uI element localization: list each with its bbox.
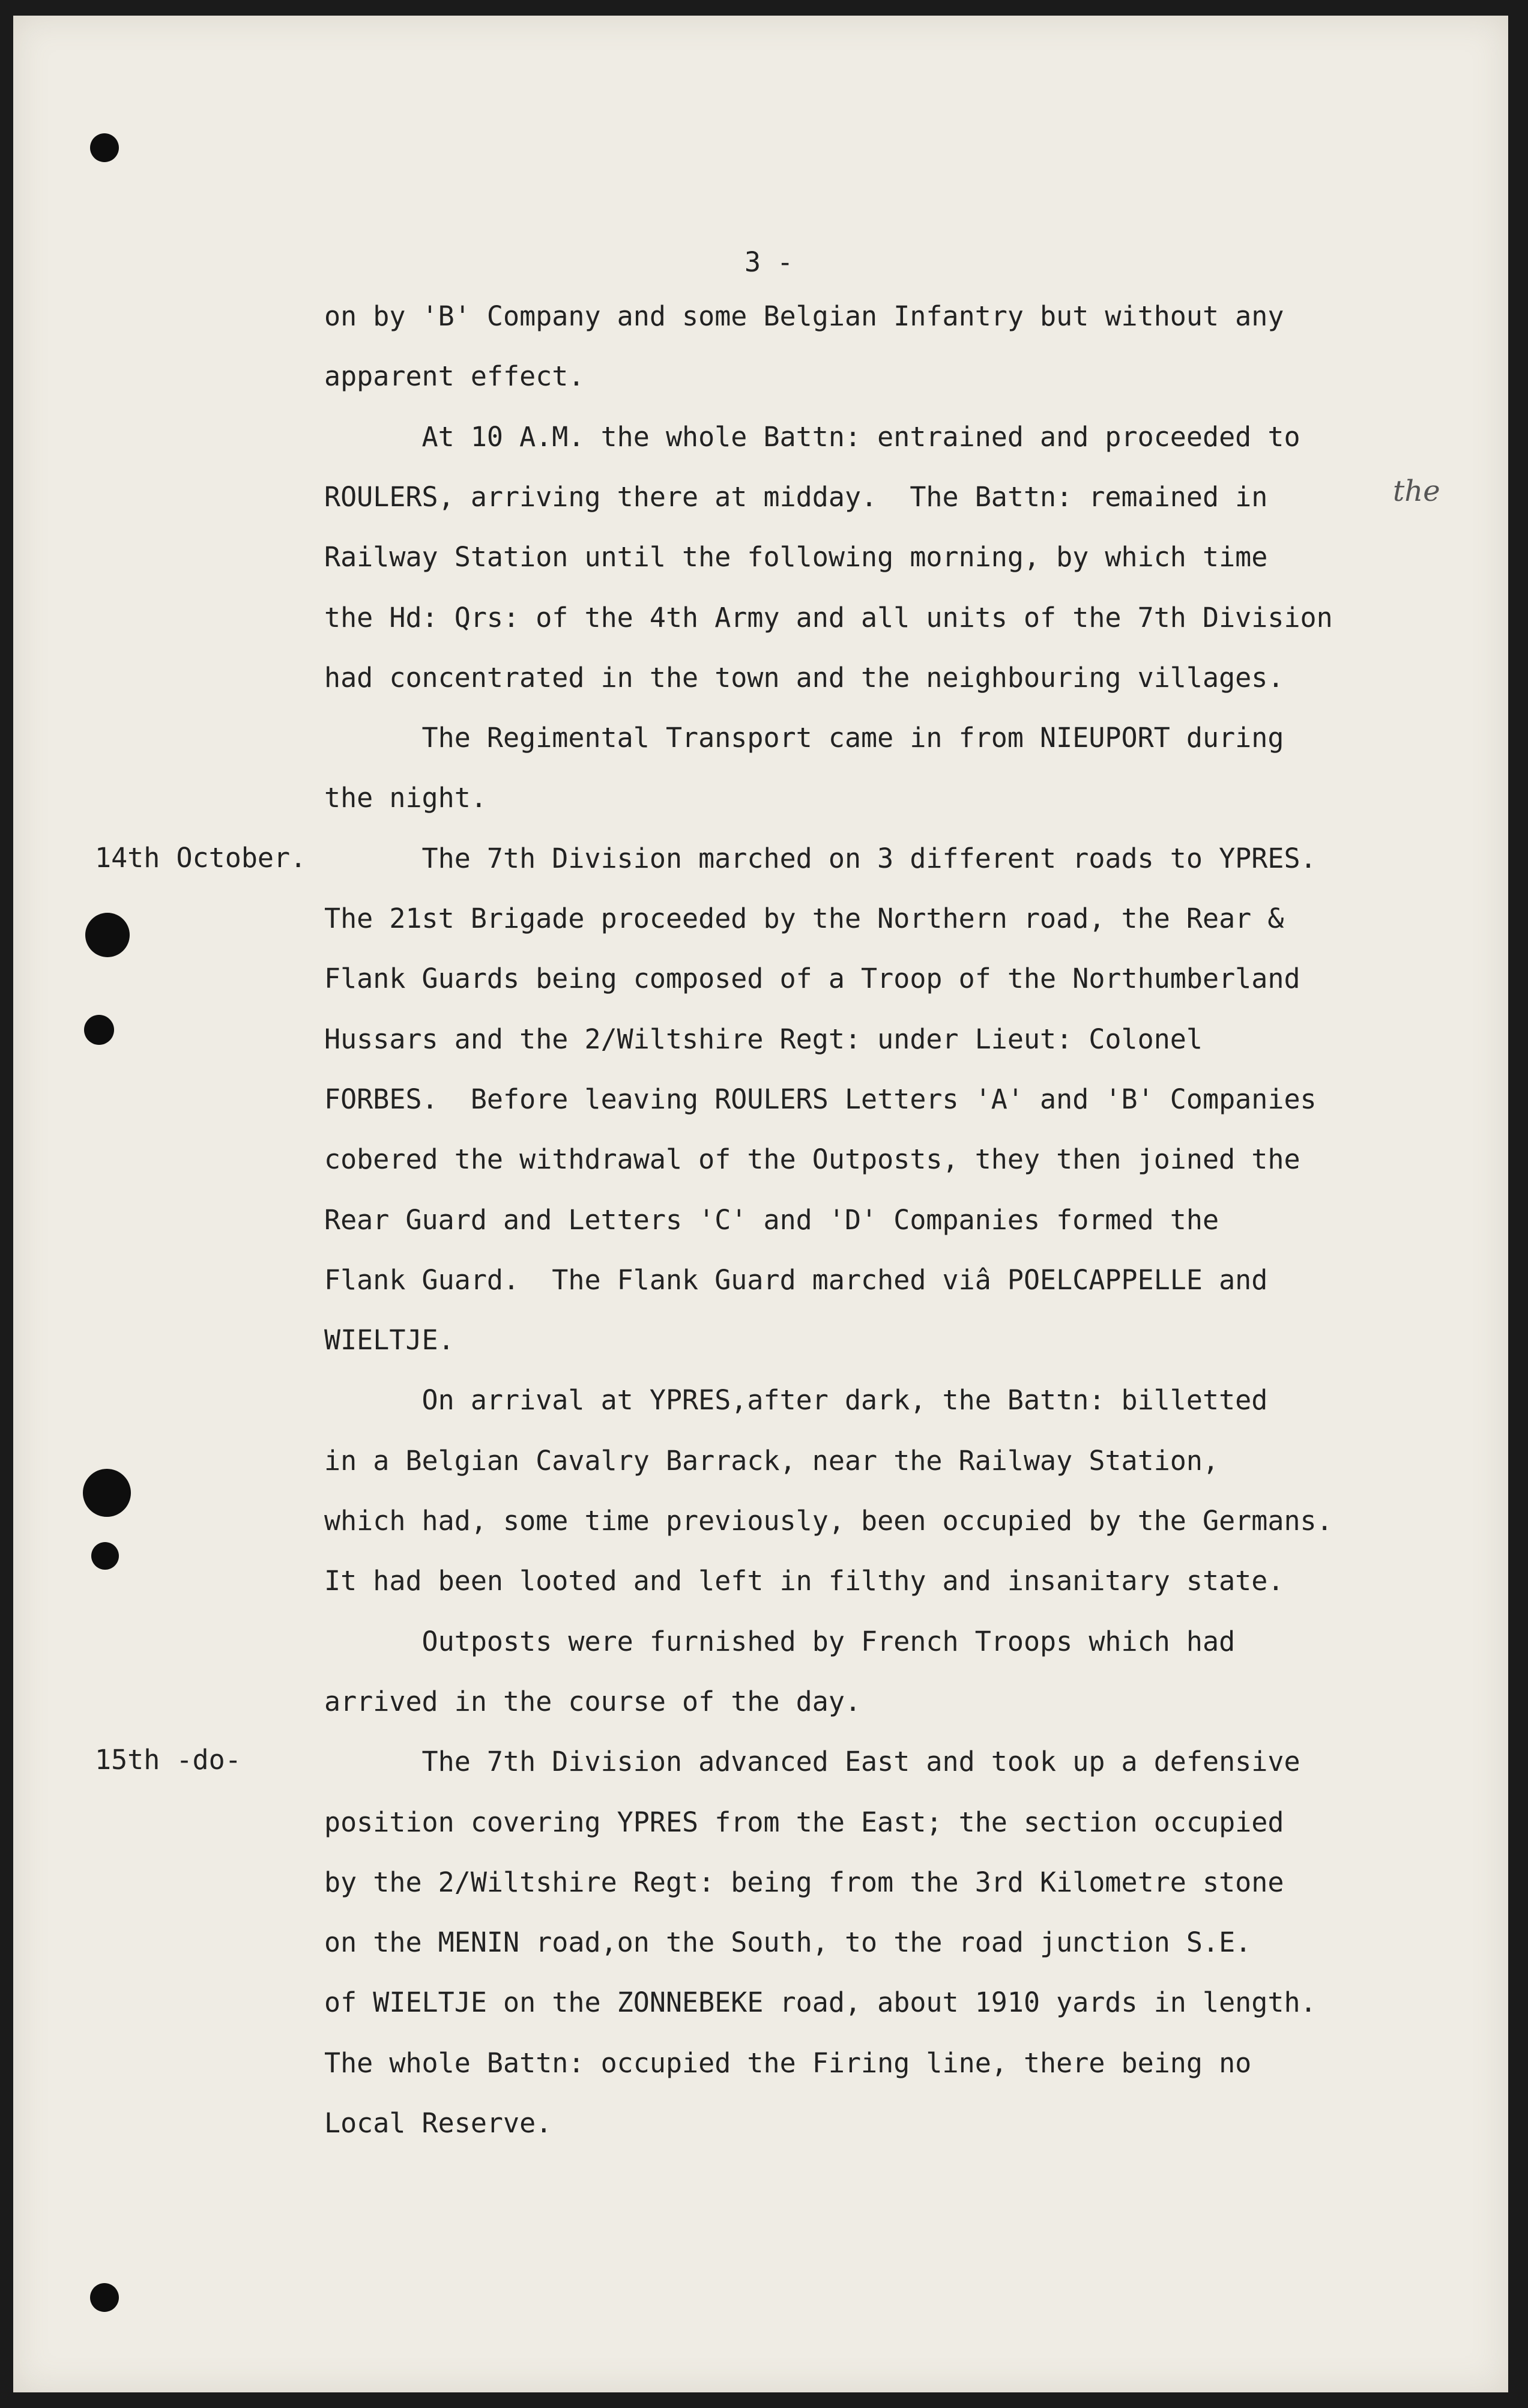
text-line: Outposts were furnished by French Troops which had <box>324 1625 1236 1657</box>
text-line: the Hd: Qrs: of the 4th Army and all units of the 7th Division <box>324 601 1333 634</box>
text-line: The 7th Division marched on 3 different roads to YPRES. <box>324 842 1317 874</box>
punch-hole-2 <box>85 913 130 957</box>
punch-hole-4 <box>83 1469 131 1517</box>
text-line: cobered the withdrawal of the Outposts, they then joined the <box>324 1143 1300 1176</box>
text-line: on the MENIN road,on the South, to the road junction S.E. <box>324 1926 1252 1959</box>
text-line: position covering YPRES from the East; the section occupied <box>324 1806 1284 1838</box>
text-line: The whole Battn: occupied the Firing line, there being no <box>324 2046 1252 2079</box>
text-line: apparent effect. <box>324 360 585 393</box>
text-line: The 21st Brigade proceeded by the Northern road, the Rear & <box>324 903 1284 934</box>
text-line: Rear Guard and Letters 'C' and 'D' Companies formed the <box>324 1203 1219 1236</box>
text-line: on by 'B' Company and some Belgian Infantry but without any <box>324 300 1284 332</box>
text-line: of WIELTJE on the ZONNEBEKE road, about 1910 yards in length. <box>324 1986 1317 2019</box>
date-label: 15th -do- <box>95 1744 241 1776</box>
punch-hole-3 <box>84 1015 114 1045</box>
text-line: Railway Station until the following morning, by which time <box>324 541 1268 573</box>
handwritten-annotation: the <box>1393 474 1440 508</box>
text-line: Flank Guard. The Flank Guard marched viâ POELCAPPELLE and <box>324 1263 1268 1296</box>
text-line: Flank Guards being composed of a Troop of the Northumberland <box>324 963 1300 995</box>
text-line: Local Reserve. <box>324 2107 552 2139</box>
text-line: by the 2/Wiltshire Regt: being from the 3rd Kilometre stone <box>324 1866 1284 1898</box>
date-label: 14th October. <box>95 842 307 874</box>
text-line: the night. <box>324 782 487 814</box>
text-line: WIELTJE. <box>324 1324 454 1357</box>
punch-hole-6 <box>90 2283 119 2312</box>
text-line: FORBES. Before leaving ROULERS Letters 'A' and 'B' Companies <box>324 1083 1317 1115</box>
text-line: had concentrated in the town and the neighbouring villages. <box>324 661 1284 694</box>
text-line: On arrival at YPRES,after dark, the Battn: billetted <box>324 1384 1268 1417</box>
text-line: ROULERS, arriving there at midday. The Battn: remained in <box>324 480 1268 513</box>
punch-hole-1 <box>90 133 119 162</box>
text-line: The Regimental Transport came in from NIEUPORT during <box>324 722 1284 754</box>
text-line: which had, some time previously, been occupied by the Germans. <box>324 1505 1333 1537</box>
text-line: The 7th Division advanced East and took up a defensive <box>324 1746 1300 1778</box>
text-line: It had been looted and left in filthy and insanitary state. <box>324 1565 1284 1597</box>
page-number: 3 - <box>744 246 794 278</box>
text-line: arrived in the course of the day. <box>324 1685 862 1717</box>
text-line: in a Belgian Cavalry Barrack, near the Railway Station, <box>324 1444 1219 1477</box>
punch-hole-5 <box>91 1542 119 1570</box>
text-line: At 10 A.M. the whole Battn: entrained and proceeded to <box>324 420 1300 453</box>
text-line: Hussars and the 2/Wiltshire Regt: under Lieut: Colonel <box>324 1023 1203 1055</box>
